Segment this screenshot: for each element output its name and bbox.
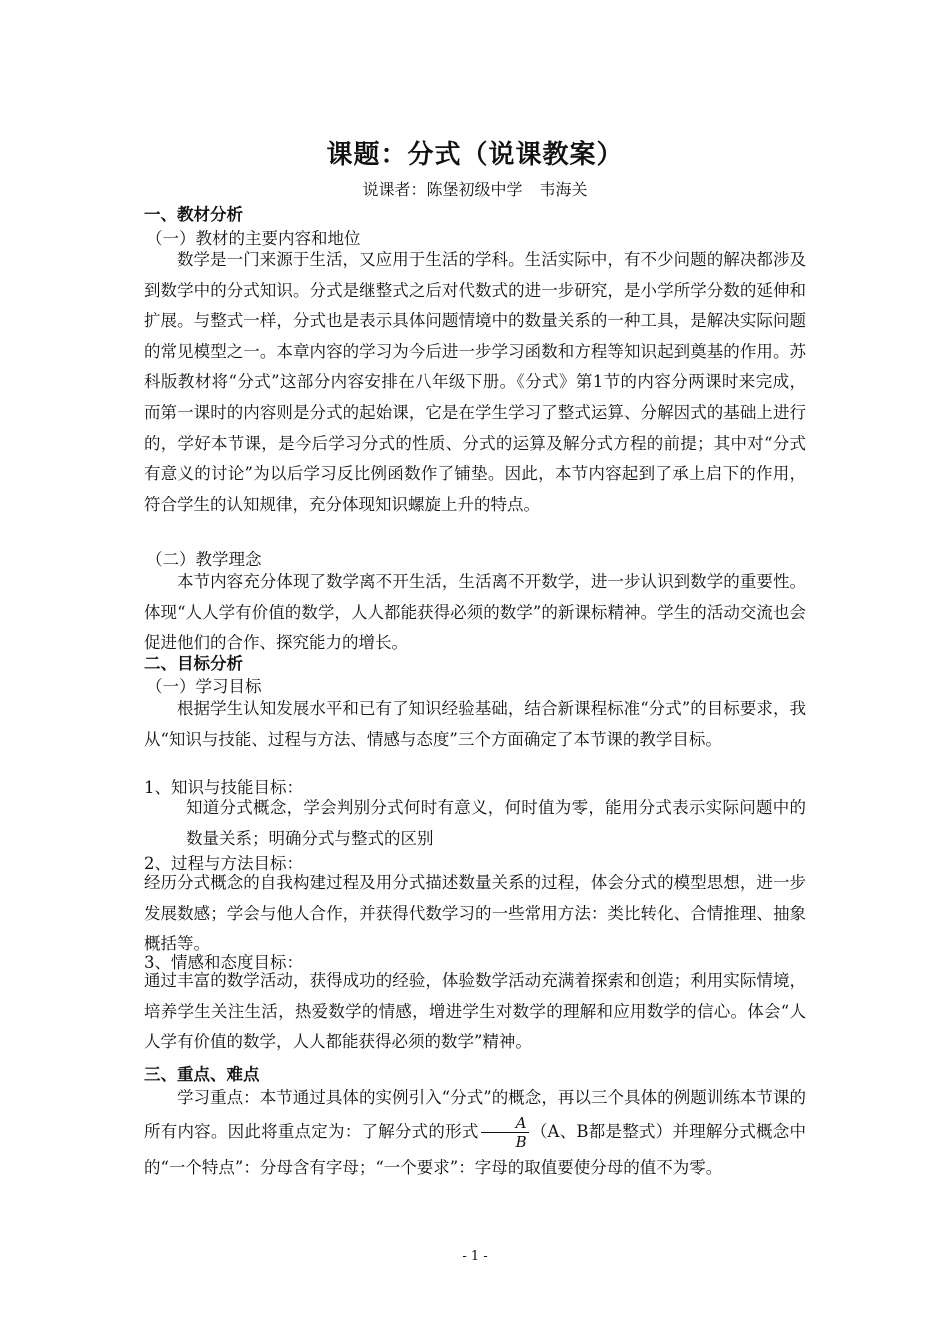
- goal-2-text: 经历分式概念的自我构建过程及用分式描述数量关系的过程，体会分式的模型思想，进一步发展数感；学会与他人合作，并获得代数学习的一些常用方法：类比转化、合情推理、抽象概括等。: [144, 873, 806, 954]
- section-1-heading: 一、教材分析: [144, 205, 243, 224]
- section-3-text-after: （A、B都是整式）并理解分式概念中的“一个特点”：分母含有字母；“一个要求”：字母的取值要使分母的值不为零。: [144, 1122, 807, 1177]
- goal-2-title: 2、过程与方法目标：: [144, 854, 303, 873]
- goal-1-text: 知道分式概念，学会判别分式何时有意义，何时值为零，能用分式表示实际问题中的数量关系；明确分式与整式的区别: [186, 798, 806, 848]
- section-1-paragraph-2: 本节内容充分体现了数学离不开生活，生活离不开数学，进一步认识到数学的重要性。体现“人人学有价值的数学，人人都能获得必须的数学”的新课标精神。学生的活动交流也会促进他们的合作、探究能力的增长。: [144, 572, 806, 653]
- section-1-subheading-1: （一）教材的主要内容和地位: [146, 229, 361, 248]
- goal-1-title: 1、知识与技能目标：: [144, 778, 303, 797]
- fraction-numerator: A: [481, 1114, 529, 1133]
- page-number: - 1 -: [462, 1249, 488, 1264]
- section-3-paragraph-1: [144, 1081, 806, 1184]
- author-line: [0, 177, 950, 200]
- goal-3-title: 3、情感和态度目标：: [144, 953, 303, 972]
- section-1-subheading-2: （二）教学理念: [146, 550, 262, 569]
- author-school: 说课者：陈堡初级中学: [362, 180, 523, 199]
- page-title: 课题：分式（说课教案）: [326, 140, 624, 170]
- section-2-paragraph-1: 根据学生认知发展水平和已有了知识经验基础，结合新课程标准“分式”的目标要求，我从“知识与技能、过程与方法、情感与态度”三个方面确定了本节课的教学目标。: [144, 699, 806, 749]
- goal-3-text: 通过丰富的数学活动，获得成功的经验，体验数学活动充满着探索和创造；利用实际情境，培养学生关注生活，热爱数学的情感，增进学生对数学的理解和应用数学的信心。体会“人人学有价值的数学，人人都能获得必须的数学”精神。: [144, 971, 806, 1052]
- section-2-subheading-1: （一）学习目标: [146, 677, 262, 696]
- author-name: 韦海关: [539, 180, 588, 199]
- fraction-denominator: B: [515, 1133, 527, 1151]
- section-3-text-before: 学习重点：本节通过具体的实例引入“分式”的概念，再以三个具体的例题训练本节课的所有内容。因此将重点定为：了解分式的形式: [144, 1088, 806, 1141]
- section-1-paragraph-1: 数学是一门来源于生活，又应用于生活的学科。生活实际中，有不少问题的解决都涉及到数学中的分式知识。分式是继整式之后对代数式的进一步研究，是小学所学分数的延伸和扩展。与整式一样，分式也是表示具体问题情境中的数量关系的一种工具，是解决实际问题的常见模型之一。本章内容的学习为今后进一步学习函数和方程等知识起到奠基的作用。苏科版教材将“分式”这部分内容安排在八年级下册。《分式》第1节的内容分两课时来完成，而第一课时的内容则是分式的起始课，它是在学生学习了整式运算、分解因式的基础上进行的，学好本节课，是今后学习分式的性质、分式的运算及解分式方程的前提；其中对“分式有意义的讨论”为以后学习反比例函数作了铺垫。因此，本节内容起到了承上启下的作用，符合学生的认知规律，充分体现知识螺旋上升的特点。: [144, 250, 806, 514]
- section-2-heading: 二、目标分析: [144, 654, 243, 673]
- section-3-heading: 三、重点、难点: [144, 1065, 260, 1084]
- fraction-a-over-b: [481, 1114, 529, 1151]
